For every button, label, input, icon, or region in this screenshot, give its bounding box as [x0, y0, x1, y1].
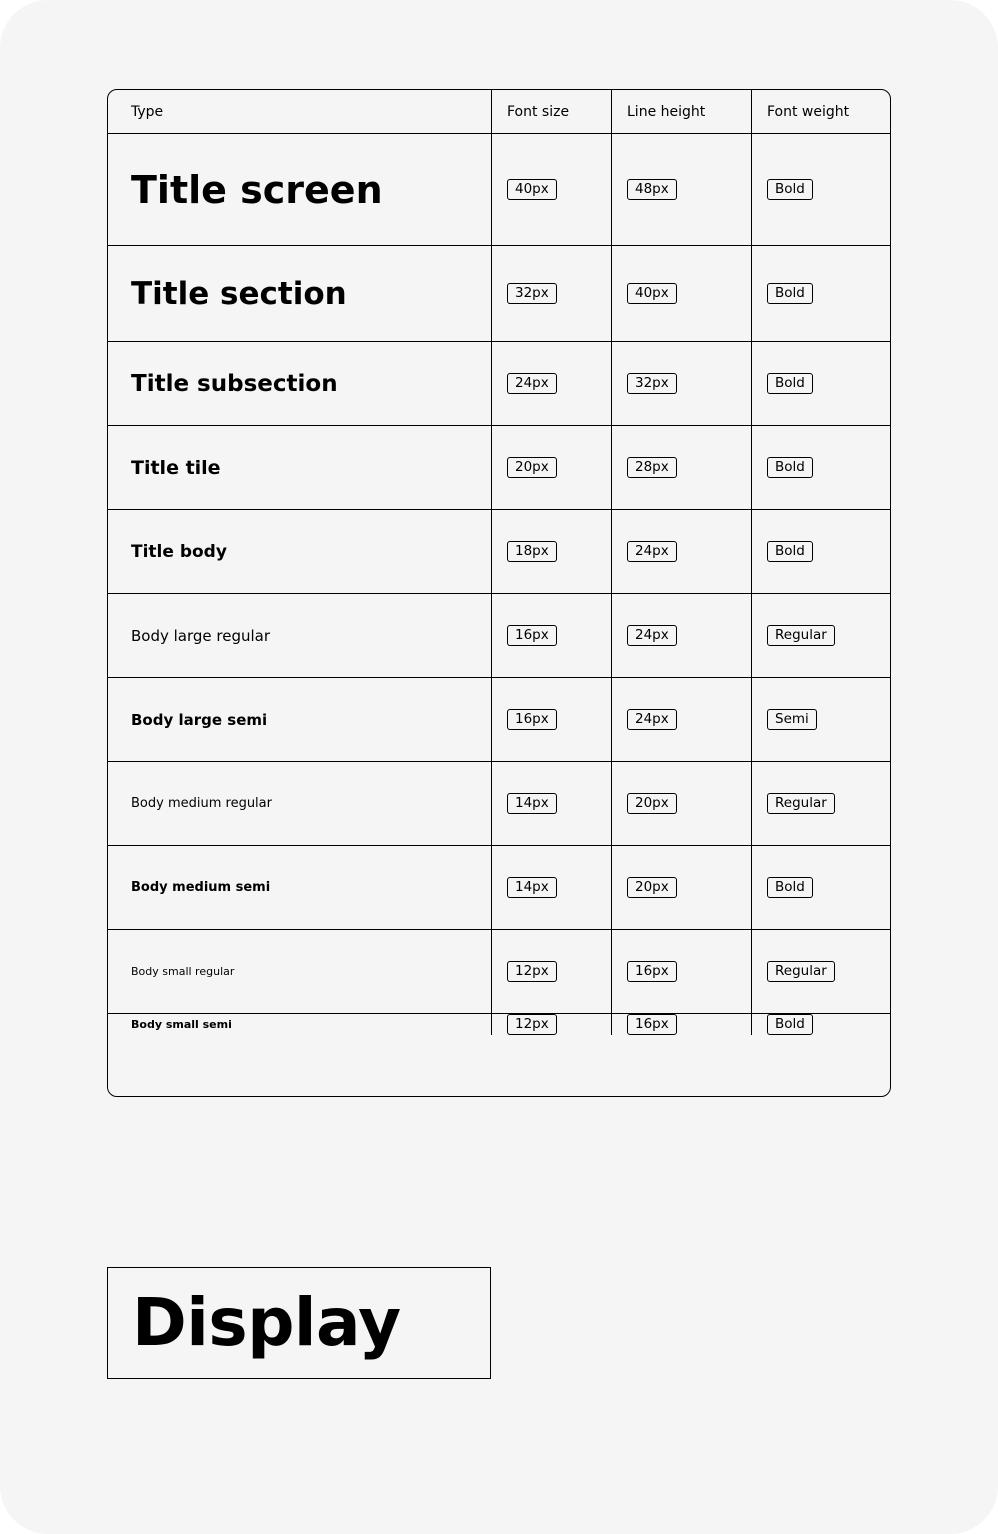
- header-line-height: Line height: [612, 90, 752, 133]
- line-height-chip: 16px: [627, 961, 677, 982]
- table-row: [108, 246, 890, 342]
- font-size-chip: 12px: [507, 1014, 557, 1035]
- line-height-chip: 32px: [627, 373, 677, 394]
- header-type: Type: [108, 90, 492, 133]
- type-sample: Title screen: [131, 167, 383, 212]
- type-sample: Body small regular: [131, 965, 235, 978]
- table-row: [108, 846, 890, 930]
- font-size-chip: 20px: [507, 457, 557, 478]
- font-size-chip: 12px: [507, 961, 557, 982]
- type-sample: Body medium regular: [131, 796, 272, 811]
- line-height-chip: 16px: [627, 1014, 677, 1035]
- font-size-chip: 14px: [507, 793, 557, 814]
- font-weight-chip: Bold: [767, 877, 813, 898]
- display-sample: Display: [132, 1284, 401, 1361]
- line-height-chip: 24px: [627, 541, 677, 562]
- font-weight-chip: Semi: [767, 709, 817, 730]
- line-height-chip: 24px: [627, 625, 677, 646]
- header-font-size: Font size: [492, 90, 612, 133]
- font-weight-chip: Regular: [767, 961, 835, 982]
- table-row: [108, 678, 890, 762]
- header-font-weight: Font weight: [767, 103, 850, 120]
- font-size-chip: 32px: [507, 283, 557, 304]
- table-row: [108, 594, 890, 678]
- line-height-chip: 20px: [627, 877, 677, 898]
- type-sample: Body small semi: [131, 1018, 232, 1031]
- table-row: [108, 426, 890, 510]
- type-sample: Title subsection: [131, 370, 338, 397]
- font-size-chip: 16px: [507, 625, 557, 646]
- line-height-chip: 48px: [627, 179, 677, 200]
- table-row: [108, 510, 890, 594]
- table-row: [108, 1014, 890, 1035]
- font-weight-chip: Bold: [767, 179, 813, 200]
- type-sample: Title body: [131, 541, 227, 562]
- line-height-chip: 24px: [627, 709, 677, 730]
- line-height-chip: 28px: [627, 457, 677, 478]
- typography-table: [107, 89, 891, 1097]
- font-size-chip: 40px: [507, 179, 557, 200]
- type-sample: Body large regular: [131, 626, 271, 645]
- table-row: [108, 762, 890, 846]
- font-weight-chip: Bold: [767, 457, 813, 478]
- line-height-chip: 20px: [627, 793, 677, 814]
- font-weight-chip: Bold: [767, 373, 813, 394]
- type-sample: Title section: [131, 275, 347, 312]
- font-weight-chip: Regular: [767, 625, 835, 646]
- font-weight-chip: Bold: [767, 1014, 813, 1035]
- type-sample: Title tile: [131, 456, 221, 479]
- display-sample-box: [107, 1267, 491, 1379]
- type-sample: Body large semi: [131, 710, 268, 729]
- font-weight-chip: Bold: [767, 541, 813, 562]
- font-weight-chip: Regular: [767, 793, 835, 814]
- line-height-chip: 40px: [627, 283, 677, 304]
- font-size-chip: 14px: [507, 877, 557, 898]
- font-size-chip: 24px: [507, 373, 557, 394]
- font-weight-chip: Bold: [767, 283, 813, 304]
- table-header-row: [108, 90, 890, 134]
- type-sample: Body medium semi: [131, 880, 271, 895]
- table-row: [108, 342, 890, 426]
- font-size-chip: 18px: [507, 541, 557, 562]
- table-row: [108, 134, 890, 246]
- font-size-chip: 16px: [507, 709, 557, 730]
- table-row: [108, 930, 890, 1014]
